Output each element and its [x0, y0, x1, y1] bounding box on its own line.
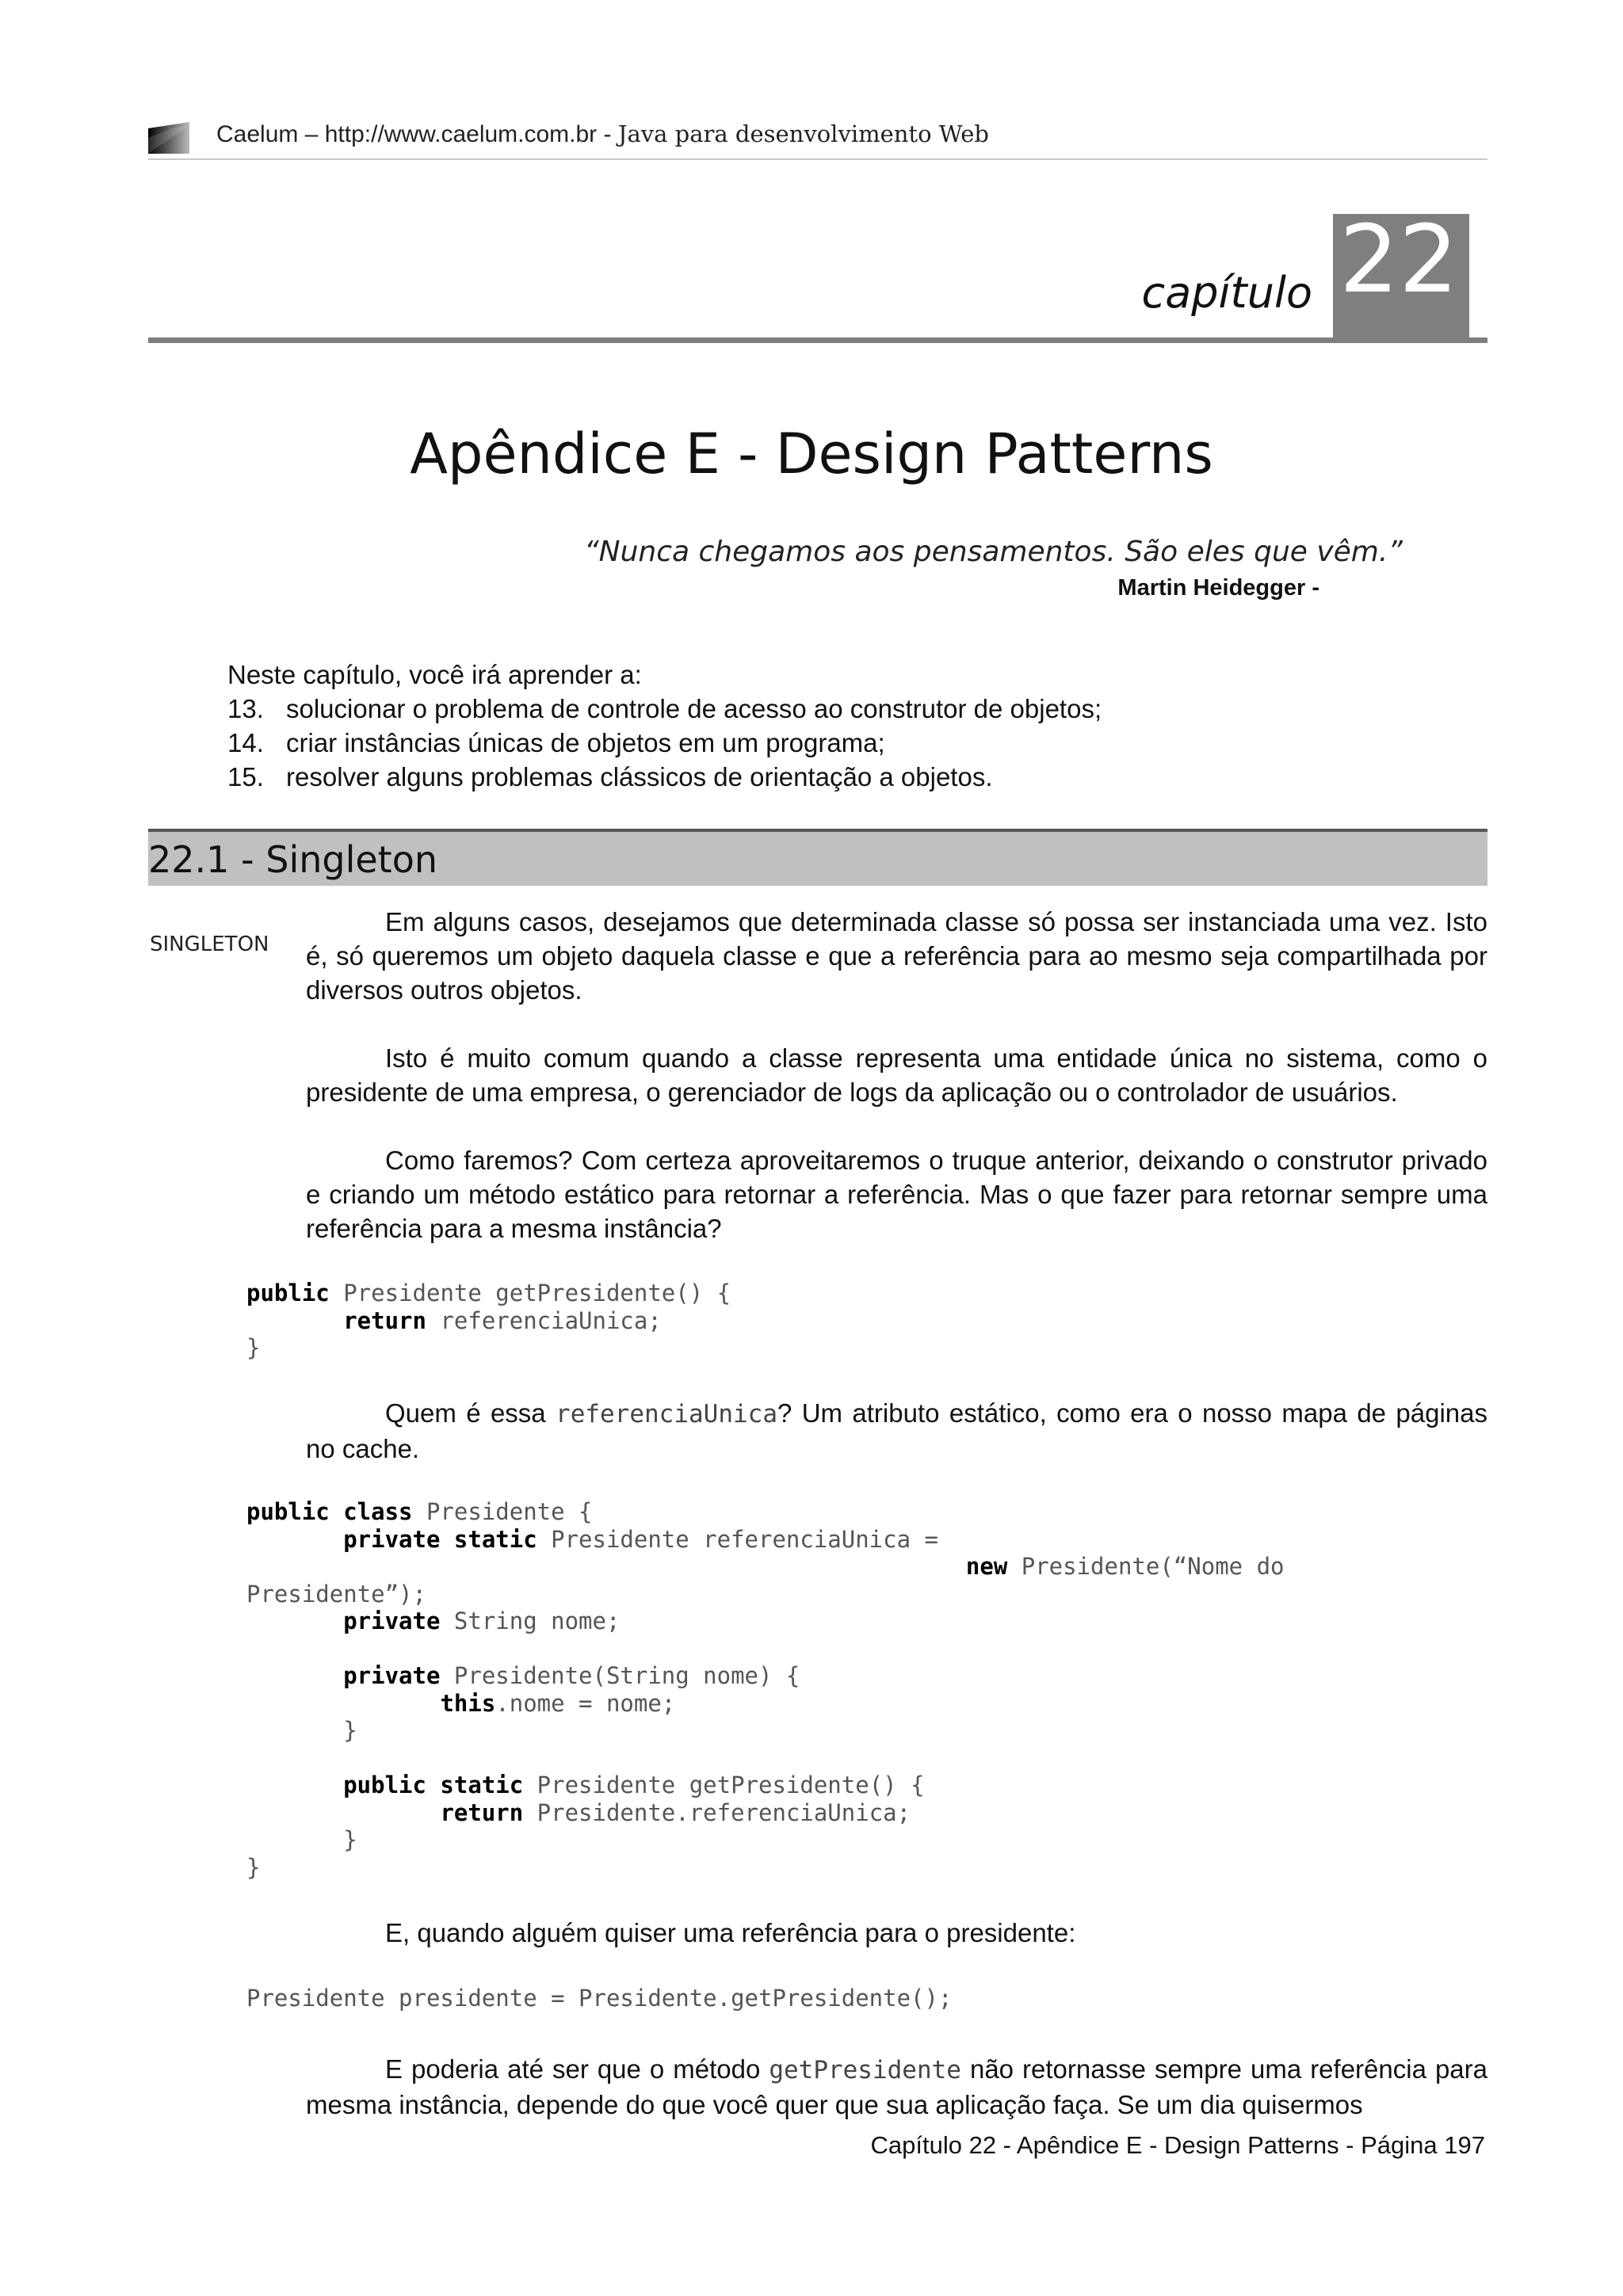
- code-block: public Presidente getPresidente() { return referenciaUnica; }: [246, 1280, 731, 1361]
- section-header: [148, 829, 1487, 886]
- chapter-title: Apêndice E - Design Patterns: [410, 421, 1213, 486]
- list-item-text: solucionar o problema de controle de acesso ao construtor de objetos;: [286, 694, 1102, 723]
- paragraph: Em alguns casos, desejamos que determinada classe só possa ser instanciada uma vez. Isto é, só queremos um objeto daquela classe e que a referência para ao mesmo seja compartilhada por diversos outros objetos.: [306, 907, 1487, 1005]
- header-prefix: Caelum – http://www.caelum.com.br -: [216, 121, 618, 147]
- list-item-number: 15.: [227, 762, 264, 791]
- list-item: [227, 692, 1102, 726]
- paragraph: E, quando alguém quiser uma referência para o presidente:: [385, 1918, 1076, 1947]
- chapter-label: capítulo: [1141, 268, 1312, 318]
- epigraph-author: Martin Heidegger -: [1117, 575, 1319, 601]
- caelum-logo-icon: [148, 122, 189, 154]
- header-book-title: Java para desenvolvimento Web: [617, 120, 989, 147]
- list-item-number: 13.: [227, 694, 264, 723]
- paragraph: Isto é muito comum quando a classe representa uma entidade única no sistema, como o presidente de uma empresa, o gerenciador de logs da aplicação ou o controlador de usuários.: [306, 1043, 1487, 1107]
- list-item-number: 14.: [227, 728, 264, 757]
- code-block: Presidente presidente = Presidente.getPresidente();: [246, 1985, 953, 2012]
- margin-label: SINGLETON: [150, 933, 269, 956]
- page-header: [148, 117, 1487, 160]
- chapter-number: 22: [1339, 204, 1459, 314]
- objectives-intro: Neste capítulo, você irá aprender a:: [227, 660, 642, 689]
- paragraph: Quem é essa referenciaUnica? Um atributo estático, como era o nosso mapa de páginas no cache.: [306, 1398, 1487, 1463]
- list-item: [227, 760, 1102, 794]
- inline-code: getPresidente: [769, 2056, 961, 2084]
- epigraph-quote: “Nunca chegamos aos pensamentos. São eles que vêm.”: [584, 536, 1403, 568]
- header-text: [216, 120, 989, 148]
- paragraph: E poderia até ser que o método getPresidente não retornasse sempre uma referência para mesma instância, depende do que você quer que sua aplicação faça. Se um dia quisermos: [306, 2054, 1487, 2119]
- inline-code: referenciaUnica: [556, 1400, 777, 1428]
- section-title: 22.1 - Singleton: [148, 838, 438, 881]
- paragraph: Como faremos? Com certeza aproveitaremos o truque anterior, deixando o construtor privado e criando um método estático para retornar a referência. Mas o que fazer para retornar sempre uma referência para a mesma instância?: [306, 1146, 1487, 1243]
- chapter-objectives: [227, 658, 1102, 794]
- list-item: [227, 726, 1102, 760]
- chapter-rule: [148, 338, 1487, 343]
- list-item-text: resolver alguns problemas clássicos de orientação a objetos.: [286, 762, 993, 791]
- page-footer: Capítulo 22 - Apêndice E - Design Patterns - Página 197: [870, 2131, 1485, 2159]
- code-block: public class Presidente { private static Presidente referenciaUnica = new Presidente(“Nome do Presidente”); private String nome; private Presidente(String nome) { this.nome = nome; } public static Presidente getPresidente() { return Presidente.referenciaUnica; } }: [246, 1498, 1285, 1881]
- list-item-text: criar instâncias únicas de objetos em um programa;: [286, 728, 885, 757]
